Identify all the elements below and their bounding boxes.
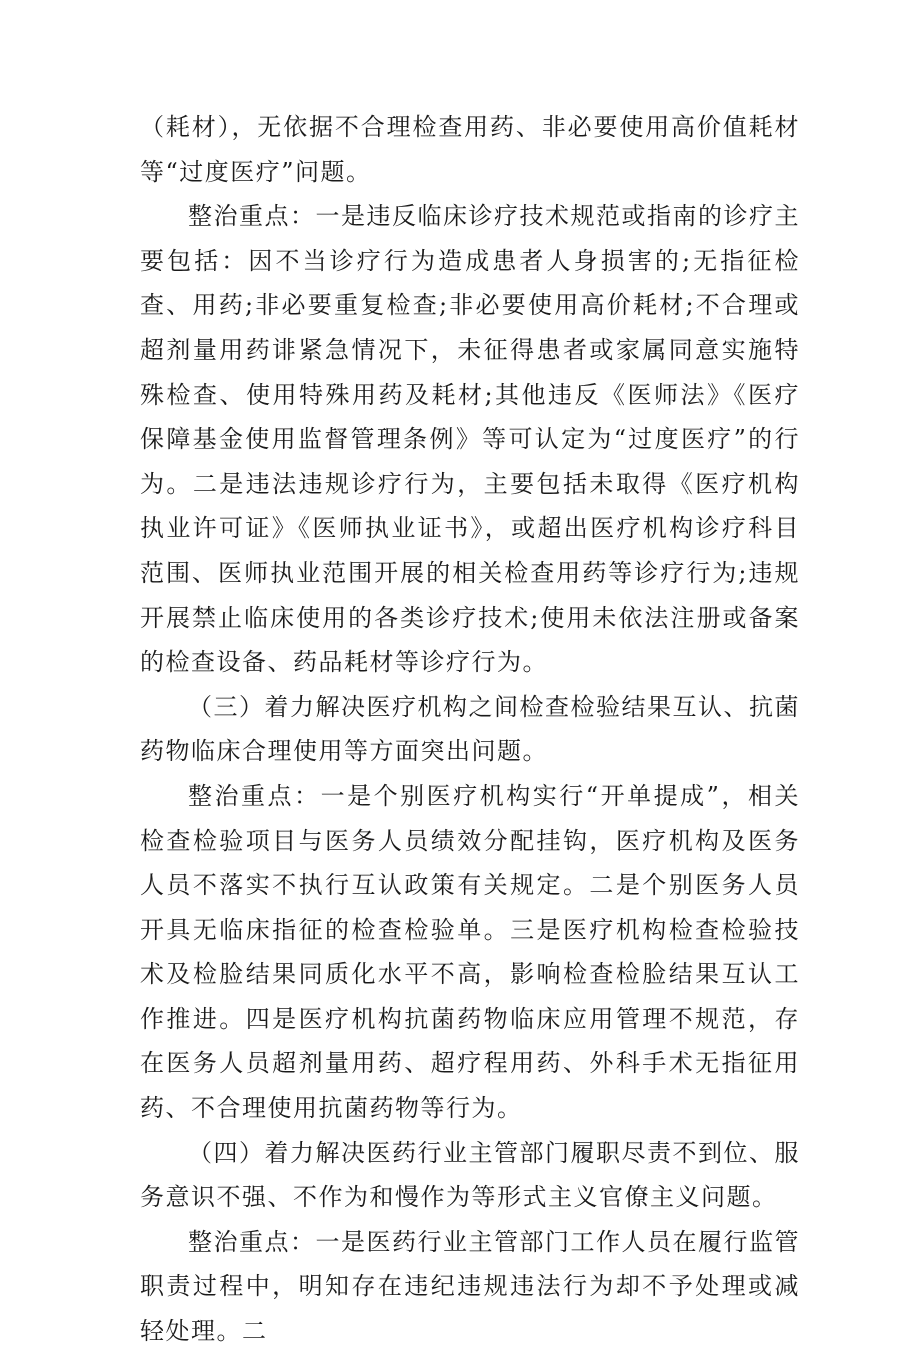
remediation-focus-paragraph-2: 整治重点：一是个别医疗机构实行“开单提成”，相关检查检验项目与医务人员绩效分配挂钩，医疗机构及医务人员不落实不执行互认政策有关规定。二是个别医务人员开具无临床指征的检查检验单。三是医疗机构检查检验技术及检脸结果同质化水平不高，影响检查检脸结果互认工作推进。四是医疗机构抗菌药物临床应用管理不规范，存在医务人员超剂量用药、超疗程用药、外科手术无指征用药、不合理使用抗菌药物等行为。 [140, 781, 800, 1123]
remediation-focus-paragraph-1: 整治重点：一是违反临床诊疗技术规范或指南的诊疗主要包括：因不当诊疗行为造成患者人身损害的;无指征检查、用药;非必要重复检查;非必要使用高价耗材;不合理或超剂量用药诽紧急情况下，未征得患者或家属同意实施特殊检查、使用特殊用药及耗材;其他违反《医师法》《医疗保障基金使用监督管理条例》等可认定为“过度医疗”的行为。二是违法违规诊疗行为，主要包括未取得《医疗机构执业许可证》《医师执业证书》，或超出医疗机构诊疗科目范围、医师执业范围开展的相关检查用药等诊疗行为;违规开展禁止临床使用的各类诊疗技术;使用未依法注册或备案的检查设备、药品耗材等诊疗行为。 [140, 202, 800, 677]
remediation-focus-paragraph-3: 整治重点：一是医药行业主管部门工作人员在履行监管职责过程中，明知存在违纪违规违法行为却不予处理或减轻处理。二 [140, 1227, 800, 1346]
continuation-paragraph: （耗材），无依据不合理检查用药、非必要使用高价值耗材等“过度医疗”问题。 [140, 113, 800, 186]
section-heading-4: （四）着力解决医药行业主管部门履职尽责不到位、服务意识不强、不作为和慢作为等形式主义官僚主义问题。 [140, 1138, 800, 1212]
section-heading-3: （三）着力解决医疗机构之间检查检验结果互认、抗菌药物临床合理使用等方面突出问题。 [140, 692, 800, 766]
document-body [140, 105, 800, 1354]
